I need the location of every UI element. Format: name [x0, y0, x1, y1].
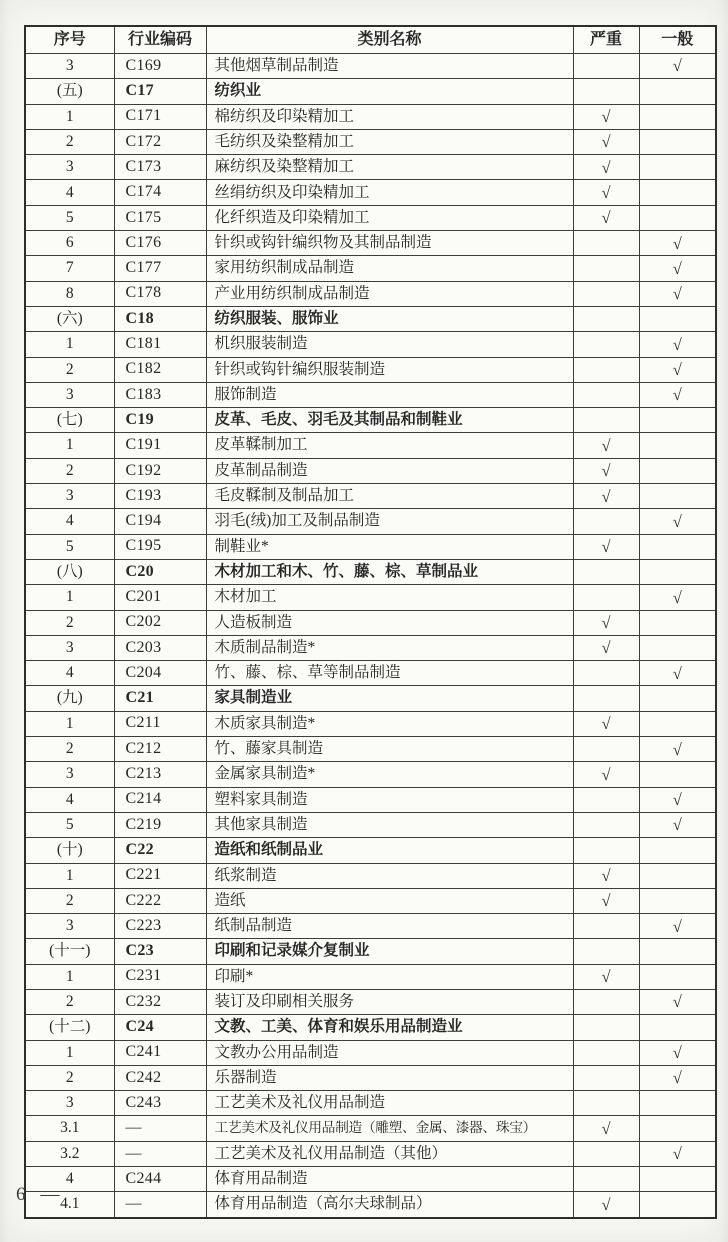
cell-severe: √ [573, 711, 639, 736]
cell-severe: √ [573, 205, 639, 230]
cell-general [639, 559, 716, 584]
cell-no: 4 [25, 661, 114, 686]
cell-general: √ [639, 332, 716, 357]
cell-severe [573, 585, 639, 610]
cell-code: C171 [114, 104, 206, 129]
cell-name: 塑料家具制造 [206, 787, 573, 812]
cell-name: 工艺美术及礼仪用品制造 [206, 1091, 573, 1116]
cell-no: 1 [25, 433, 114, 458]
cell-code: — [114, 1116, 206, 1141]
cell-code: C177 [114, 256, 206, 281]
table-body [25, 54, 716, 1218]
cell-general [639, 534, 716, 559]
cell-no: (六) [25, 306, 114, 331]
cell-no: 3 [25, 762, 114, 787]
cell-severe [573, 231, 639, 256]
cell-no: 3.1 [25, 1116, 114, 1141]
cell-name: 产业用纺织制成品制造 [206, 281, 573, 306]
cell-severe [573, 1040, 639, 1065]
cell-name: 丝绢纺织及印染精加工 [206, 180, 573, 205]
cell-name: 麻纺织及染整精加工 [206, 155, 573, 180]
table-row [25, 737, 716, 762]
cell-severe [573, 79, 639, 104]
cell-general: √ [639, 737, 716, 762]
cell-code: C201 [114, 585, 206, 610]
industry-category-table [24, 25, 717, 1219]
table-row [25, 281, 716, 306]
cell-severe [573, 737, 639, 762]
cell-name: 体育用品制造（高尔夫球制品） [206, 1192, 573, 1218]
cell-code: C22 [114, 838, 206, 863]
cell-general [639, 433, 716, 458]
cell-no: 1 [25, 863, 114, 888]
cell-code: C183 [114, 382, 206, 407]
cell-code: C24 [114, 1015, 206, 1040]
cell-code: C23 [114, 939, 206, 964]
cell-no: 3 [25, 635, 114, 660]
section-row [25, 559, 716, 584]
cell-no: 4 [25, 1167, 114, 1192]
table-row [25, 635, 716, 660]
cell-severe [573, 408, 639, 433]
section-row [25, 939, 716, 964]
cell-severe [573, 1141, 639, 1166]
table-row [25, 964, 716, 989]
table-row [25, 484, 716, 509]
cell-name: 工艺美术及礼仪用品制造（雕塑、金属、漆器、珠宝） [206, 1116, 573, 1141]
cell-severe: √ [573, 863, 639, 888]
cell-code: C195 [114, 534, 206, 559]
cell-general: √ [639, 989, 716, 1014]
cell-severe: √ [573, 1116, 639, 1141]
table-header [25, 26, 716, 54]
cell-severe [573, 306, 639, 331]
cell-general [639, 155, 716, 180]
cell-name: 文教、工美、体育和娱乐用品制造业 [206, 1015, 573, 1040]
cell-code: — [114, 1141, 206, 1166]
cell-no: 1 [25, 1040, 114, 1065]
cell-severe [573, 812, 639, 837]
cell-general [639, 306, 716, 331]
cell-general [639, 686, 716, 711]
cell-severe: √ [573, 635, 639, 660]
cell-name: 机织服装制造 [206, 332, 573, 357]
cell-general [639, 888, 716, 913]
cell-severe: √ [573, 155, 639, 180]
section-row [25, 686, 716, 711]
cell-general [639, 1116, 716, 1141]
page-footer [16, 1184, 60, 1206]
cell-code: C242 [114, 1065, 206, 1090]
cell-no: 4 [25, 509, 114, 534]
table-row [25, 989, 716, 1014]
cell-severe [573, 382, 639, 407]
cell-name: 皮革制品制造 [206, 458, 573, 483]
table-row [25, 585, 716, 610]
section-row [25, 306, 716, 331]
cell-code: C181 [114, 332, 206, 357]
cell-general [639, 1015, 716, 1040]
cell-code: C232 [114, 989, 206, 1014]
cell-no: 3 [25, 155, 114, 180]
cell-general: √ [639, 1040, 716, 1065]
cell-no: 2 [25, 888, 114, 913]
page-number: 6 [16, 1184, 26, 1205]
table-row [25, 332, 716, 357]
cell-severe [573, 54, 639, 79]
cell-severe [573, 1015, 639, 1040]
cell-severe [573, 332, 639, 357]
cell-name: 皮革鞣制加工 [206, 433, 573, 458]
cell-severe: √ [573, 534, 639, 559]
cell-code: C211 [114, 711, 206, 736]
table-row [25, 1167, 716, 1192]
cell-no: 3 [25, 54, 114, 79]
table-row [25, 787, 716, 812]
cell-name: 工艺美术及礼仪用品制造（其他） [206, 1141, 573, 1166]
table-row [25, 1192, 716, 1218]
table-row [25, 458, 716, 483]
cell-code: C214 [114, 787, 206, 812]
cell-severe: √ [573, 610, 639, 635]
cell-general [639, 635, 716, 660]
cell-no: (九) [25, 686, 114, 711]
cell-no: 2 [25, 129, 114, 154]
cell-name: 纸浆制造 [206, 863, 573, 888]
cell-code: C231 [114, 964, 206, 989]
cell-severe: √ [573, 433, 639, 458]
cell-severe: √ [573, 458, 639, 483]
cell-code: C241 [114, 1040, 206, 1065]
cell-severe: √ [573, 180, 639, 205]
cell-name: 其他家具制造 [206, 812, 573, 837]
cell-no: 4 [25, 787, 114, 812]
cell-name: 家具制造业 [206, 686, 573, 711]
col-header-severe: 严重 [573, 26, 639, 54]
cell-name: 纸制品制造 [206, 914, 573, 939]
cell-severe: √ [573, 129, 639, 154]
cell-name: 木材加工 [206, 585, 573, 610]
cell-general [639, 939, 716, 964]
cell-general [639, 104, 716, 129]
cell-no: 3 [25, 382, 114, 407]
cell-code: C219 [114, 812, 206, 837]
cell-severe [573, 914, 639, 939]
cell-general: √ [639, 382, 716, 407]
cell-code: C202 [114, 610, 206, 635]
table-row [25, 914, 716, 939]
table-row [25, 863, 716, 888]
cell-general [639, 964, 716, 989]
table-row [25, 54, 716, 79]
cell-no: 2 [25, 458, 114, 483]
cell-name: 印刷* [206, 964, 573, 989]
section-row [25, 1015, 716, 1040]
cell-general: √ [639, 787, 716, 812]
cell-no: 2 [25, 989, 114, 1014]
cell-name: 针织或钩针编织服装制造 [206, 357, 573, 382]
cell-severe [573, 281, 639, 306]
cell-code: C213 [114, 762, 206, 787]
cell-no: 5 [25, 812, 114, 837]
cell-code: C194 [114, 509, 206, 534]
cell-name: 羽毛(绒)加工及制品制造 [206, 509, 573, 534]
cell-no: (七) [25, 408, 114, 433]
cell-name: 家用纺织制成品制造 [206, 256, 573, 281]
cell-no: 1 [25, 104, 114, 129]
cell-code: C175 [114, 205, 206, 230]
cell-general: √ [639, 509, 716, 534]
header-row [25, 26, 716, 54]
cell-general [639, 610, 716, 635]
cell-code: — [114, 1192, 206, 1218]
cell-general: √ [639, 812, 716, 837]
cell-no: 2 [25, 1065, 114, 1090]
cell-code: C193 [114, 484, 206, 509]
table-row [25, 382, 716, 407]
cell-general [639, 838, 716, 863]
cell-no: (十二) [25, 1015, 114, 1040]
cell-name: 木质家具制造* [206, 711, 573, 736]
table-row [25, 888, 716, 913]
cell-severe [573, 787, 639, 812]
cell-name: 文教办公用品制造 [206, 1040, 573, 1065]
cell-name: 木质制品制造* [206, 635, 573, 660]
cell-name: 人造板制造 [206, 610, 573, 635]
cell-general: √ [639, 231, 716, 256]
cell-no: 1 [25, 711, 114, 736]
cell-name: 装订及印刷相关服务 [206, 989, 573, 1014]
cell-name: 造纸和纸制品业 [206, 838, 573, 863]
cell-severe [573, 686, 639, 711]
cell-name: 竹、藤家具制造 [206, 737, 573, 762]
cell-no: 2 [25, 357, 114, 382]
cell-no: (十) [25, 838, 114, 863]
cell-code: C204 [114, 661, 206, 686]
cell-general [639, 129, 716, 154]
cell-general [639, 79, 716, 104]
table-row [25, 711, 716, 736]
cell-general [639, 458, 716, 483]
cell-general: √ [639, 54, 716, 79]
table-row [25, 180, 716, 205]
cell-code: C21 [114, 686, 206, 711]
cell-general: √ [639, 281, 716, 306]
cell-severe [573, 1091, 639, 1116]
cell-name: 竹、藤、棕、草等制品制造 [206, 661, 573, 686]
table-row [25, 433, 716, 458]
table-row [25, 1141, 716, 1166]
cell-name: 针织或钩针编织物及其制品制造 [206, 231, 573, 256]
cell-name: 乐器制造 [206, 1065, 573, 1090]
cell-general [639, 762, 716, 787]
cell-code: C243 [114, 1091, 206, 1116]
table-row [25, 231, 716, 256]
cell-no: 1 [25, 964, 114, 989]
table-row [25, 534, 716, 559]
col-header-category-name: 类别名称 [206, 26, 573, 54]
cell-code: C169 [114, 54, 206, 79]
cell-general [639, 205, 716, 230]
cell-general: √ [639, 1141, 716, 1166]
table-row [25, 205, 716, 230]
cell-code: C221 [114, 863, 206, 888]
table-row [25, 610, 716, 635]
cell-severe [573, 559, 639, 584]
cell-no: 8 [25, 281, 114, 306]
table-row [25, 1091, 716, 1116]
cell-name: 棉纺织及印染精加工 [206, 104, 573, 129]
cell-name: 其他烟草制品制造 [206, 54, 573, 79]
table-row [25, 1040, 716, 1065]
cell-severe [573, 989, 639, 1014]
cell-code: C19 [114, 408, 206, 433]
table-row [25, 357, 716, 382]
cell-code: C20 [114, 559, 206, 584]
cell-code: C212 [114, 737, 206, 762]
table-row [25, 509, 716, 534]
page-number-dash: — [40, 1184, 60, 1205]
cell-general [639, 1192, 716, 1218]
col-header-general: 一般 [639, 26, 716, 54]
table-row [25, 1116, 716, 1141]
cell-no: 3 [25, 484, 114, 509]
cell-name: 服饰制造 [206, 382, 573, 407]
cell-name: 木材加工和木、竹、藤、棕、草制品业 [206, 559, 573, 584]
cell-severe [573, 256, 639, 281]
table-row [25, 256, 716, 281]
col-header-serial-number: 序号 [25, 26, 114, 54]
cell-code: C172 [114, 129, 206, 154]
cell-general: √ [639, 256, 716, 281]
cell-name: 化纤织造及印染精加工 [206, 205, 573, 230]
cell-no: 1 [25, 585, 114, 610]
cell-no: 3.2 [25, 1141, 114, 1166]
cell-no: 4 [25, 180, 114, 205]
cell-general [639, 711, 716, 736]
cell-general [639, 484, 716, 509]
cell-code: C18 [114, 306, 206, 331]
cell-severe [573, 939, 639, 964]
cell-severe: √ [573, 1192, 639, 1218]
table-row [25, 762, 716, 787]
cell-general: √ [639, 1065, 716, 1090]
cell-name: 毛纺织及染整精加工 [206, 129, 573, 154]
cell-general [639, 180, 716, 205]
cell-no: 5 [25, 534, 114, 559]
cell-code: C191 [114, 433, 206, 458]
cell-code: C222 [114, 888, 206, 913]
table-row [25, 129, 716, 154]
cell-general [639, 408, 716, 433]
cell-name: 皮革、毛皮、羽毛及其制品和制鞋业 [206, 408, 573, 433]
cell-severe [573, 838, 639, 863]
cell-severe: √ [573, 484, 639, 509]
section-row [25, 408, 716, 433]
cell-name: 纺织服装、服饰业 [206, 306, 573, 331]
cell-code: C203 [114, 635, 206, 660]
cell-general: √ [639, 585, 716, 610]
cell-no: 4.1 [25, 1192, 114, 1218]
cell-general [639, 1167, 716, 1192]
cell-severe: √ [573, 104, 639, 129]
cell-name: 毛皮鞣制及制品加工 [206, 484, 573, 509]
cell-name: 印刷和记录媒介复制业 [206, 939, 573, 964]
cell-general [639, 1091, 716, 1116]
cell-name: 纺织业 [206, 79, 573, 104]
cell-severe: √ [573, 964, 639, 989]
cell-severe [573, 1167, 639, 1192]
cell-no: 3 [25, 1091, 114, 1116]
table-row [25, 812, 716, 837]
section-row [25, 79, 716, 104]
cell-name: 体育用品制造 [206, 1167, 573, 1192]
cell-code: C178 [114, 281, 206, 306]
cell-general: √ [639, 914, 716, 939]
cell-severe [573, 357, 639, 382]
cell-code: C174 [114, 180, 206, 205]
cell-no: (十一) [25, 939, 114, 964]
cell-general: √ [639, 661, 716, 686]
cell-code: C176 [114, 231, 206, 256]
cell-severe [573, 661, 639, 686]
cell-code: C17 [114, 79, 206, 104]
cell-code: C173 [114, 155, 206, 180]
cell-no: 3 [25, 914, 114, 939]
col-header-industry-code: 行业编码 [114, 26, 206, 54]
cell-code: C182 [114, 357, 206, 382]
cell-general [639, 863, 716, 888]
cell-severe [573, 1065, 639, 1090]
table-row [25, 155, 716, 180]
cell-no: 5 [25, 205, 114, 230]
cell-general: √ [639, 357, 716, 382]
table-row [25, 104, 716, 129]
cell-severe: √ [573, 888, 639, 913]
cell-no: 2 [25, 610, 114, 635]
cell-name: 造纸 [206, 888, 573, 913]
cell-no: 7 [25, 256, 114, 281]
cell-no: (八) [25, 559, 114, 584]
section-row [25, 838, 716, 863]
cell-no: 6 [25, 231, 114, 256]
cell-no: 2 [25, 737, 114, 762]
cell-no: (五) [25, 79, 114, 104]
cell-severe: √ [573, 762, 639, 787]
cell-severe [573, 509, 639, 534]
cell-code: C223 [114, 914, 206, 939]
table-row [25, 1065, 716, 1090]
table-row [25, 661, 716, 686]
cell-code: C192 [114, 458, 206, 483]
cell-name: 制鞋业* [206, 534, 573, 559]
cell-name: 金属家具制造* [206, 762, 573, 787]
cell-code: C244 [114, 1167, 206, 1192]
cell-no: 1 [25, 332, 114, 357]
